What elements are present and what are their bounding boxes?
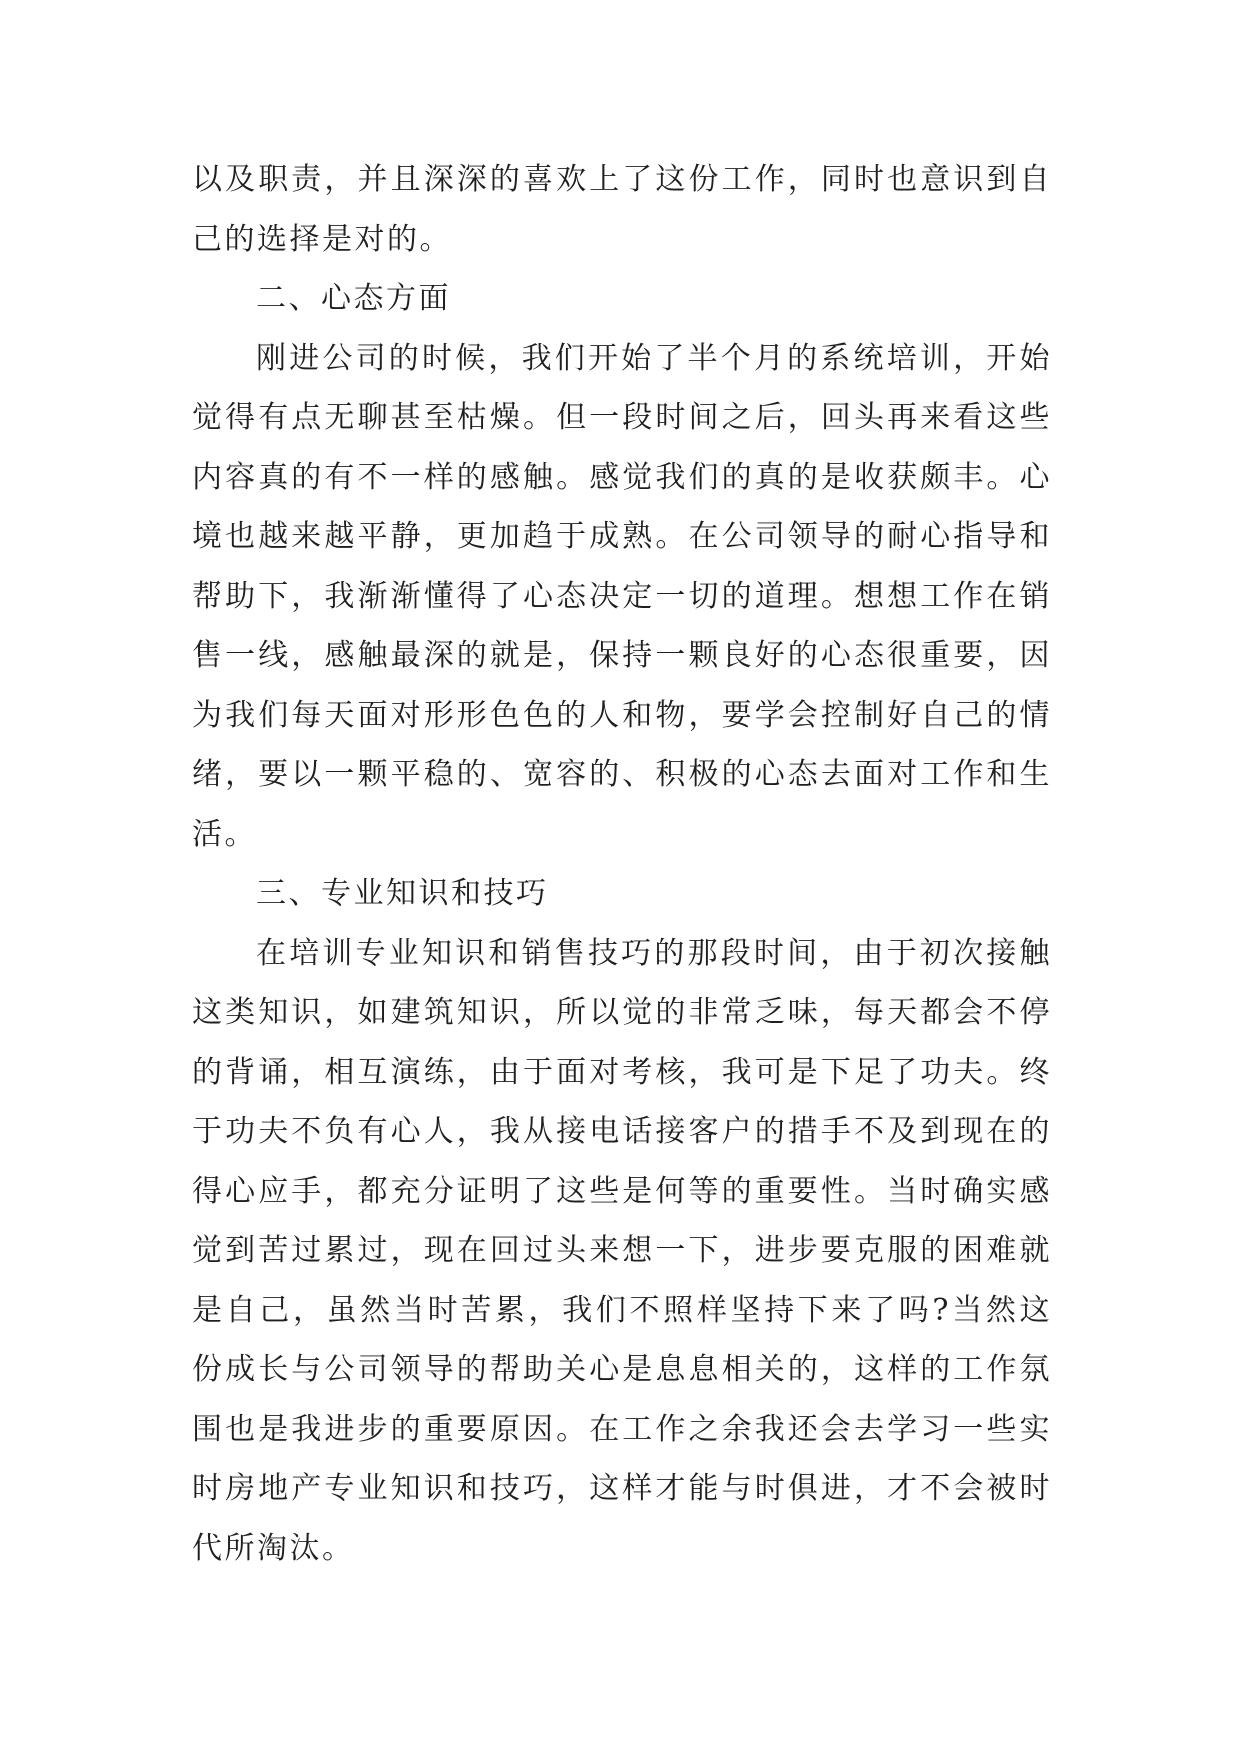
section-heading-mindset: 二、心态方面 xyxy=(256,281,451,316)
document-body xyxy=(192,150,1052,1578)
paragraph-mindset: 刚进公司的时候，我们开始了半个月的系统培训，开始觉得有点无聊甚至枯燥。但一段时间之后，回头再来看这些内容真的有不一样的感触。感觉我们的真的是收获颇丰。心境也越来越平静，更加趋于成熟。在公司领导的耐心指导和帮助下，我渐渐懂得了心态决定一切的道理。想想工作在销售一线，感触最深的就是，保持一颗良好的心态很重要，因为我们每天面对形形色色的人和物，要学会控制好自己的情绪，要以一颗平稳的、宽容的、积极的心态去面对工作和生活。 xyxy=(192,340,1052,852)
paragraph-continued: 以及职责，并且深深的喜欢上了这份工作，同时也意识到自己的选择是对的。 xyxy=(192,162,1052,257)
paragraph-skills: 在培训专业知识和销售技巧的那段时间，由于初次接触这类知识，如建筑知识，所以觉的非常乏味，每天都会不停的背诵，相互演练，由于面对考核，我可是下足了功夫。终于功夫不负有心人，我从接电话接客户的措手不及到现在的得心应手，都充分证明了这些是何等的重要性。当时确实感觉到苦过累过，现在回过头来想一下，进步要克服的困难就是自己，虽然当时苦累，我们不照样坚持下来了吗?当然这份成长与公司领导的帮助关心是息息相关的，这样的工作氛围也是我进步的重要原因。在工作之余我还会去学习一些实时房地产专业知识和技巧，这样才能与时俱进，才不会被时代所淘汰。 xyxy=(192,935,1052,1566)
section-heading-skills: 三、专业知识和技巧 xyxy=(256,876,549,911)
